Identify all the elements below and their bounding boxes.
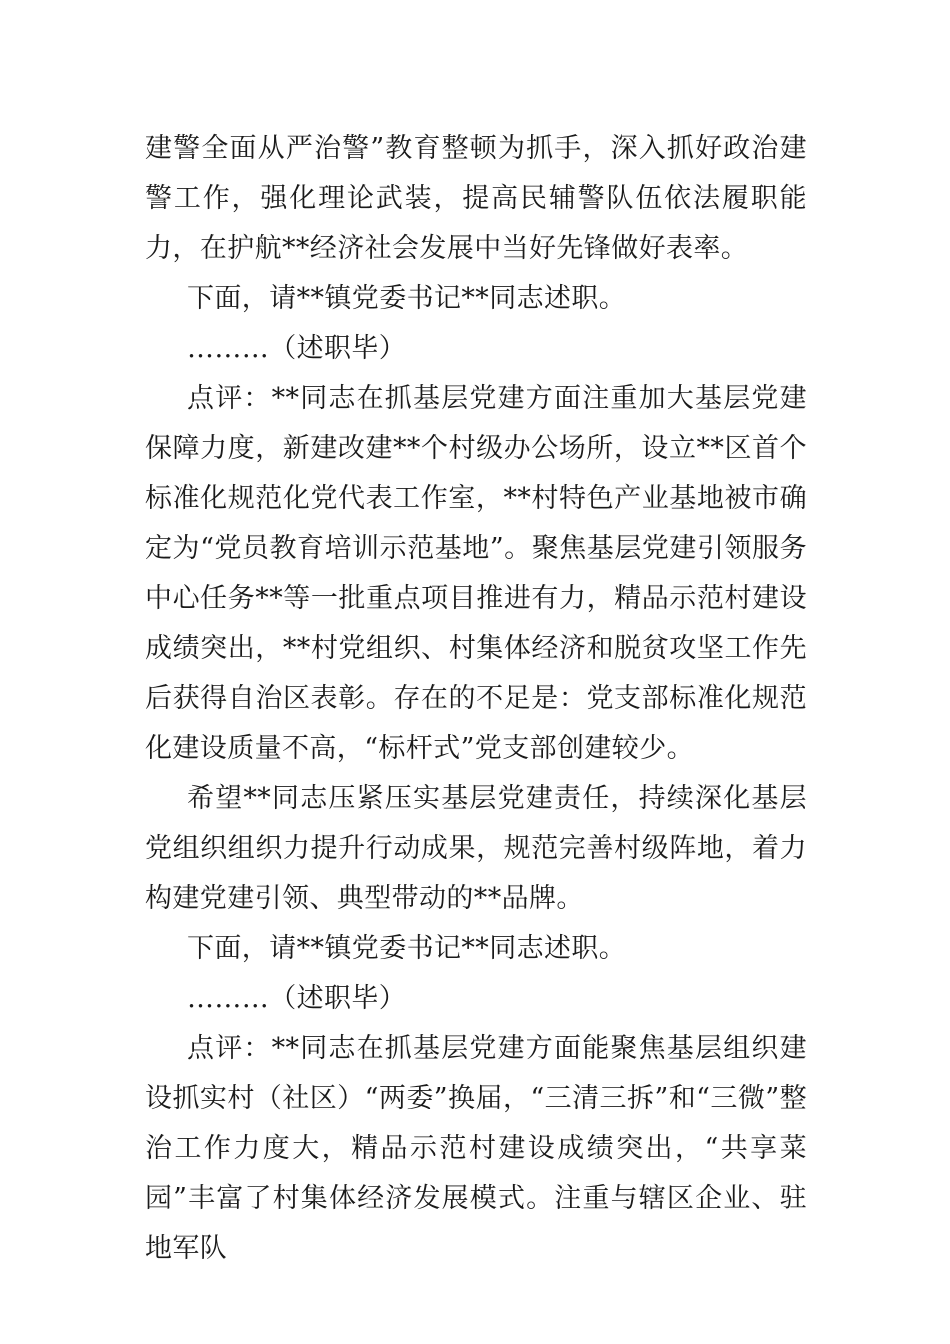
- paragraph-continuation: 建警全面从严治警”教育整顿为抓手，深入抓好政治建警工作，强化理论武装，提高民辅警队伍依法履职能力，在护航**经济社会发展中当好先锋做好表率。: [145, 133, 807, 264]
- paragraph-report-end: ………（述职毕）: [187, 333, 407, 364]
- paragraph-report-end: ………（述职毕）: [187, 983, 407, 1014]
- paragraph-comment: 点评：**同志在抓基层党建方面注重加大基层党建保障力度，新建改建**个村级办公场所，设立**区首个标准化规范化党代表工作室，**村特色产业基地被市确定为“党员教育培训示范基地”。聚焦基层党建引领服务中心任务**等一批重点项目推进有力，精品示范村建设成绩突出，**村党组织、村集体经济和脱贫攻坚工作先后获得自治区表彰。存在的不足是：党支部标准化规范化建设质量不高，“标杆式”党支部创建较少。: [145, 383, 807, 764]
- paragraph-hope: 希望**同志压紧压实基层党建责任，持续深化基层党组织组织力提升行动成果，规范完善村级阵地，着力构建党建引领、典型带动的**品牌。: [145, 783, 807, 914]
- paragraph-comment: 点评：**同志在抓基层党建方面能聚焦基层组织建设抓实村（社区）“两委”换届，“三清三拆”和“三微”整治工作力度大，精品示范村建设成绩突出，“共享菜园”丰富了村集体经济发展模式。注重与辖区企业、驻地军队: [145, 1033, 807, 1264]
- document-body: [145, 124, 807, 1274]
- paragraph-next-speaker: 下面，请**镇党委书记**同志述职。: [187, 283, 627, 314]
- paragraph-next-speaker: 下面，请**镇党委书记**同志述职。: [187, 933, 627, 964]
